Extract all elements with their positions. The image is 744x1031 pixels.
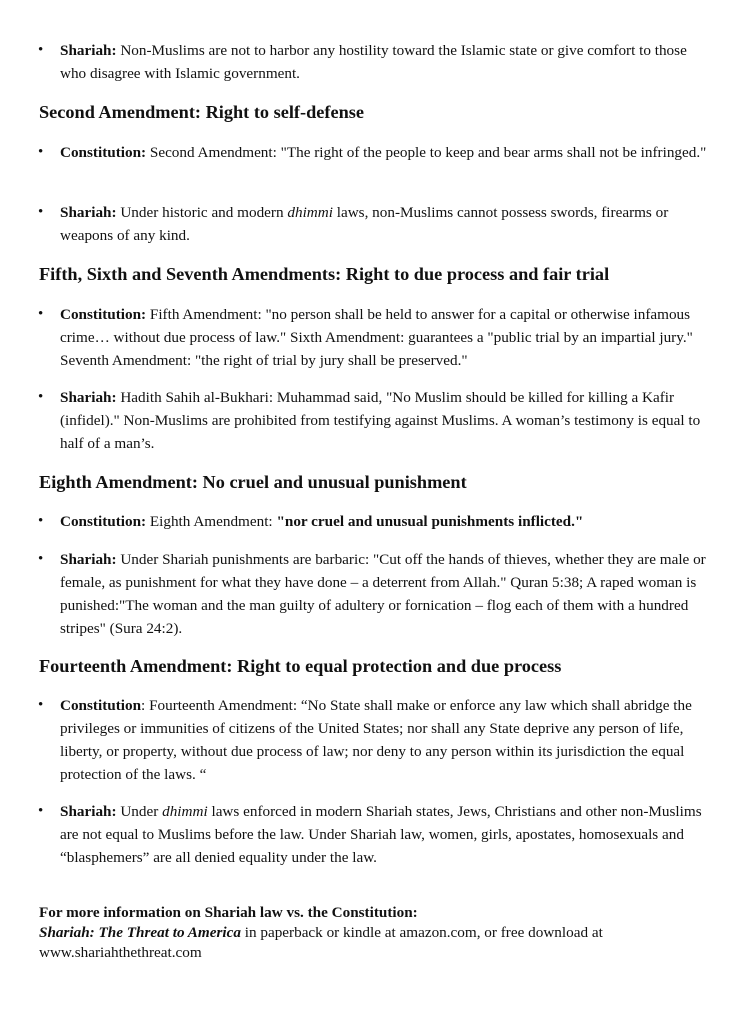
bullet-icon: • [38, 551, 44, 567]
item-text: laws, non-Muslims cannot possess swords, firearms or weapons of any kind. [60, 204, 669, 244]
list-item-constitution [38, 141, 708, 164]
bullet-icon: • [38, 42, 44, 58]
list-item-shariah [38, 548, 708, 640]
book-title: Shariah: The Threat to America [39, 924, 241, 941]
list-item-shariah [38, 800, 708, 869]
constitution-label: Constitution: [60, 513, 147, 530]
item-text: Under Shariah punishments are barbaric: "Cut off the hands of thieves, whether they are male or female, as punishment for what they have done – a deterrent from Allah." Quran 5:38; A raped woman is punished:"The woman and the man guilty of adultery or fornication – flog each of them with a hundred stripes" (Sura 24:2). [60, 551, 706, 637]
bullet-icon: • [38, 697, 44, 713]
item-text-bold-quote: "nor cruel and unusual punishments inflicted." [276, 513, 584, 530]
shariah-label: Shariah: [60, 42, 117, 59]
bullet-icon: • [38, 306, 44, 322]
item-text-emphasis: dhimmi [287, 204, 333, 221]
item-text: Under [116, 803, 163, 820]
section-heading-eighth-amendment: Eighth Amendment: No cruel and unusual punishment [39, 472, 467, 492]
bullet-icon: • [38, 144, 44, 160]
item-text: Fifth Amendment: "no person shall be held to answer for a capital or otherwise infamous crime… without due process of law." Sixth Amendment: guarantees a "public trial by an impartial jury." Seventh Amendment: "the right of trial by jury shall be preserved." [60, 306, 693, 369]
item-text: Second Amendment: "The right of the people to keep and bear arms shall not be infringed." [146, 144, 707, 161]
footer-text: in paperback or kindle at amazon.com, or free download at www.shariahthethreat.com [39, 924, 603, 961]
section-heading-second-amendment: Second Amendment: Right to self-defense [39, 102, 364, 122]
item-text: Under historic and modern [116, 204, 288, 221]
list-item-shariah [38, 386, 708, 455]
shariah-label: Shariah: [60, 389, 117, 406]
list-item-constitution [38, 510, 708, 533]
shariah-label: Shariah: [60, 803, 117, 820]
bullet-icon: • [38, 389, 44, 405]
constitution-label: Constitution: [60, 306, 147, 323]
shariah-label: Shariah: [60, 204, 117, 221]
section-heading-due-process: Fifth, Sixth and Seventh Amendments: Right to due process and fair trial [39, 264, 610, 284]
bullet-icon: • [38, 204, 44, 220]
list-item-constitution [38, 694, 708, 786]
footer-info [39, 903, 699, 963]
item-text: Eighth Amendment: [146, 513, 277, 530]
item-text: Non-Muslims are not to harbor any hostility toward the Islamic state or give comfort to those who disagree with Islamic government. [60, 42, 687, 82]
section-heading-fourteenth-amendment: Fourteenth Amendment: Right to equal protection and due process [39, 656, 562, 676]
footer-lead: For more information on Shariah law vs. the Constitution: [39, 904, 418, 921]
item-text-emphasis: dhimmi [162, 803, 208, 820]
item-text: laws enforced in modern Shariah states, Jews, Christians and other non-Muslims are not equal to Muslims before the law. Under Shariah law, women, girls, apostates, homosexuals and “blasphemers” are all denied equality under the law. [60, 803, 702, 866]
constitution-label: Constitution [60, 697, 142, 714]
bullet-icon: • [38, 803, 44, 819]
bullet-icon: • [38, 513, 44, 529]
constitution-label: Constitution: [60, 144, 147, 161]
shariah-label: Shariah: [60, 551, 117, 568]
item-text: Hadith Sahih al-Bukhari: Muhammad said, "No Muslim should be killed for killing a Kafir (infidel)." Non-Muslims are prohibited from testifying against Muslims. A woman’s testimony is equal to half of a man’s. [60, 389, 701, 452]
item-text: : [141, 697, 146, 714]
item-text: Fourteenth Amendment: “No State shall make or enforce any law which shall abridge the privileges or immunities of citizens of the United States; nor shall any State deprive any person of life, liberty, or property, without due process of law; nor deny to any person within its jurisdiction the equal protection of the laws. “ [60, 697, 692, 783]
list-item-shariah-top [38, 39, 708, 85]
list-item-shariah [38, 201, 708, 247]
list-item-constitution [38, 303, 708, 372]
